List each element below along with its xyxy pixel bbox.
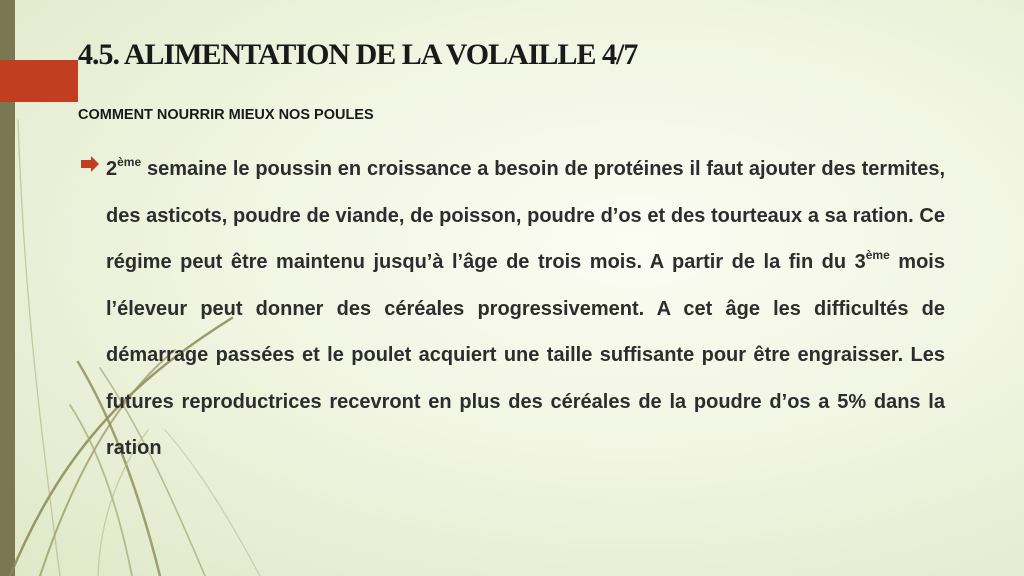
slide-title: 4.5. ALIMENTATION DE LA VOLAILLE 4/7 [78,38,638,71]
arrow-bullet-icon [80,156,100,172]
slide-subtitle: COMMENT NOURRIR MIEUX NOS POULES [78,107,374,123]
paragraph-text: mois l’éleveur peut donner des céréales progressivement. A cet âge les difficultés de démarrage passées et le poulet acquiert une taille suffisante pour être engraisser. Les futures reproductrices recevront en plus des céréales de la poudre d’os a 5% dans la ration [106,251,945,459]
paragraph-text: 2 [106,158,118,180]
superscript: ème [865,248,890,262]
superscript: ème [117,155,142,169]
accent-tab [0,60,78,102]
body-paragraph [106,146,945,472]
paragraph-text: semaine le poussin en croissance a besoin de protéines il faut ajouter des termites, des asticots, poudre de viande, de poisson, poudre d’os et des tourteaux a sa ration. Ce régime peut être maintenu jusqu’à l’âge de trois mois. A partir de la fin du 3 [106,158,945,273]
